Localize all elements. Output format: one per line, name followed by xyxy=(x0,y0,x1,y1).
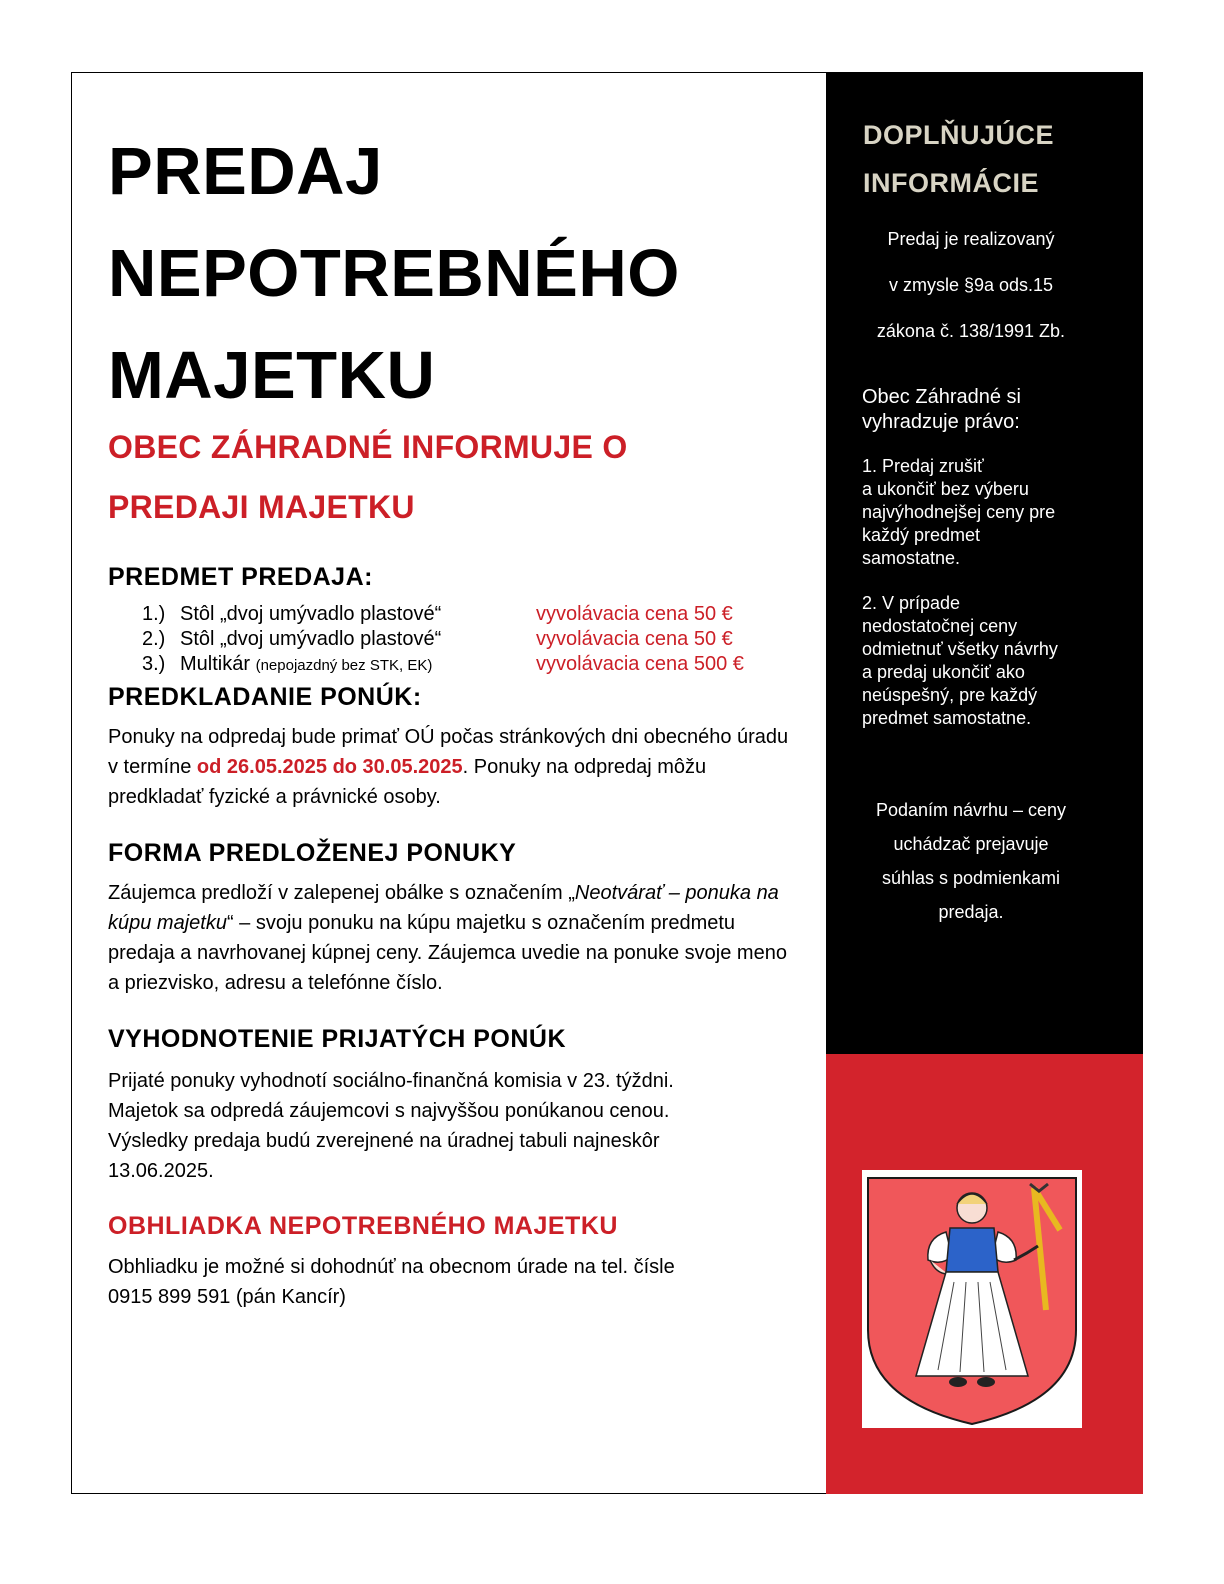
title-line: NEPOTREBNÉHO xyxy=(108,236,680,311)
item-price: vyvolávacia cena 50 € xyxy=(536,603,733,625)
obhliadka-heading: OBHLIADKA NEPOTREBNÉHO MAJETKU xyxy=(108,1212,618,1240)
reserves-text: Obec Záhradné si vyhradzuje právo: xyxy=(862,386,1021,433)
predkladanie-text: Ponuky na odpredaj bude primať OÚ počas stránkových dni obecného úradu v termíne od 26.05.2025 do 30.05.2025. Ponuky na odpredaj môžu predkladať fyzické a právnické osoby. xyxy=(108,726,789,808)
vyhodnotenie-heading: VYHODNOTENIE PRIJATÝCH PONÚK xyxy=(108,1025,567,1053)
item-number: 2.) xyxy=(142,628,166,650)
title-line: MAJETKU xyxy=(108,338,436,413)
item-price: vyvolávacia cena 500 € xyxy=(536,653,744,675)
sidebar-red xyxy=(826,1054,1143,1494)
main-title xyxy=(108,121,680,427)
title-line: PREDAJ xyxy=(108,134,383,209)
forma-heading: FORMA PREDLOŽENEJ PONUKY xyxy=(108,839,517,867)
point-2: 2. V prípade nedostatočnej ceny odmietnuť všetky návrhy a predaj ukončiť ako neúspešný, pre každý predmet samostatne. xyxy=(862,593,1058,728)
sidebar-title: DOPLŇUJÚCE INFORMÁCIE xyxy=(863,120,1055,198)
poster-frame xyxy=(71,72,1143,1494)
item-number: 3.) xyxy=(142,653,166,675)
obhliadka-text: Obhliadku je možné si dohodnúť na obecnom úrade na tel. čísle 0915 899 591 (pán Kancír) xyxy=(108,1256,675,1308)
subtitle-line: OBEC ZÁHRADNÉ INFORMUJE O xyxy=(108,429,628,465)
coat-of-arms-emblem xyxy=(862,1170,1082,1428)
legal-basis: Predaj je realizovaný v zmysle §9a ods.15 zákona č. 138/1991 Zb. xyxy=(876,229,1066,341)
consent-text: Podaním návrhu – ceny uchádzač prejavuje súhlas s podmienkami predaja. xyxy=(875,800,1067,922)
item-number: 1.) xyxy=(142,603,166,625)
predmet-heading: PREDMET PREDAJA: xyxy=(108,563,373,591)
vyhodnotenie-text: Prijaté ponuky vyhodnotí sociálno-finančná komisia v 23. týždni. Majetok sa odpredá záujemcovi s najvyššou ponúkanou cenou. Výsledky predaja budú zverejnené na úradnej tabuli najneskôr 13.06.2025. xyxy=(108,1070,674,1182)
item-name: Multikár (nepojazdný bez STK, EK) xyxy=(180,653,433,675)
predkladanie-heading: PREDKLADANIE PONÚK: xyxy=(108,683,422,711)
subtitle-line: PREDAJI MAJETKU xyxy=(108,489,415,525)
subtitle xyxy=(108,417,628,537)
forma-text: Záujemca predloží v zalepenej obálke s označením „Neotvárať – ponuka na kúpu majetku“ – svoju ponuku na kúpu majetku s označením predmetu predaja a navrhovanej kúpnej ceny. Záujemca uvedie na ponuke svoje meno a priezvisko, adresu a telefónne číslo. xyxy=(108,882,787,994)
item-name: Stôl „dvoj umývadlo plastové“ xyxy=(180,628,442,650)
item-name: Stôl „dvoj umývadlo plastové“ xyxy=(180,603,442,625)
item-price: vyvolávacia cena 50 € xyxy=(536,628,733,650)
coat-of-arms xyxy=(862,1170,1082,1428)
point-1: 1. Predaj zrušiť a ukončiť bez výberu najvýhodnejšej ceny pre každý predmet samostatne. xyxy=(862,456,1056,568)
sidebar-black xyxy=(826,73,1143,1054)
date-range: od 26.05.2025 do 30.05.2025 xyxy=(196,756,463,778)
